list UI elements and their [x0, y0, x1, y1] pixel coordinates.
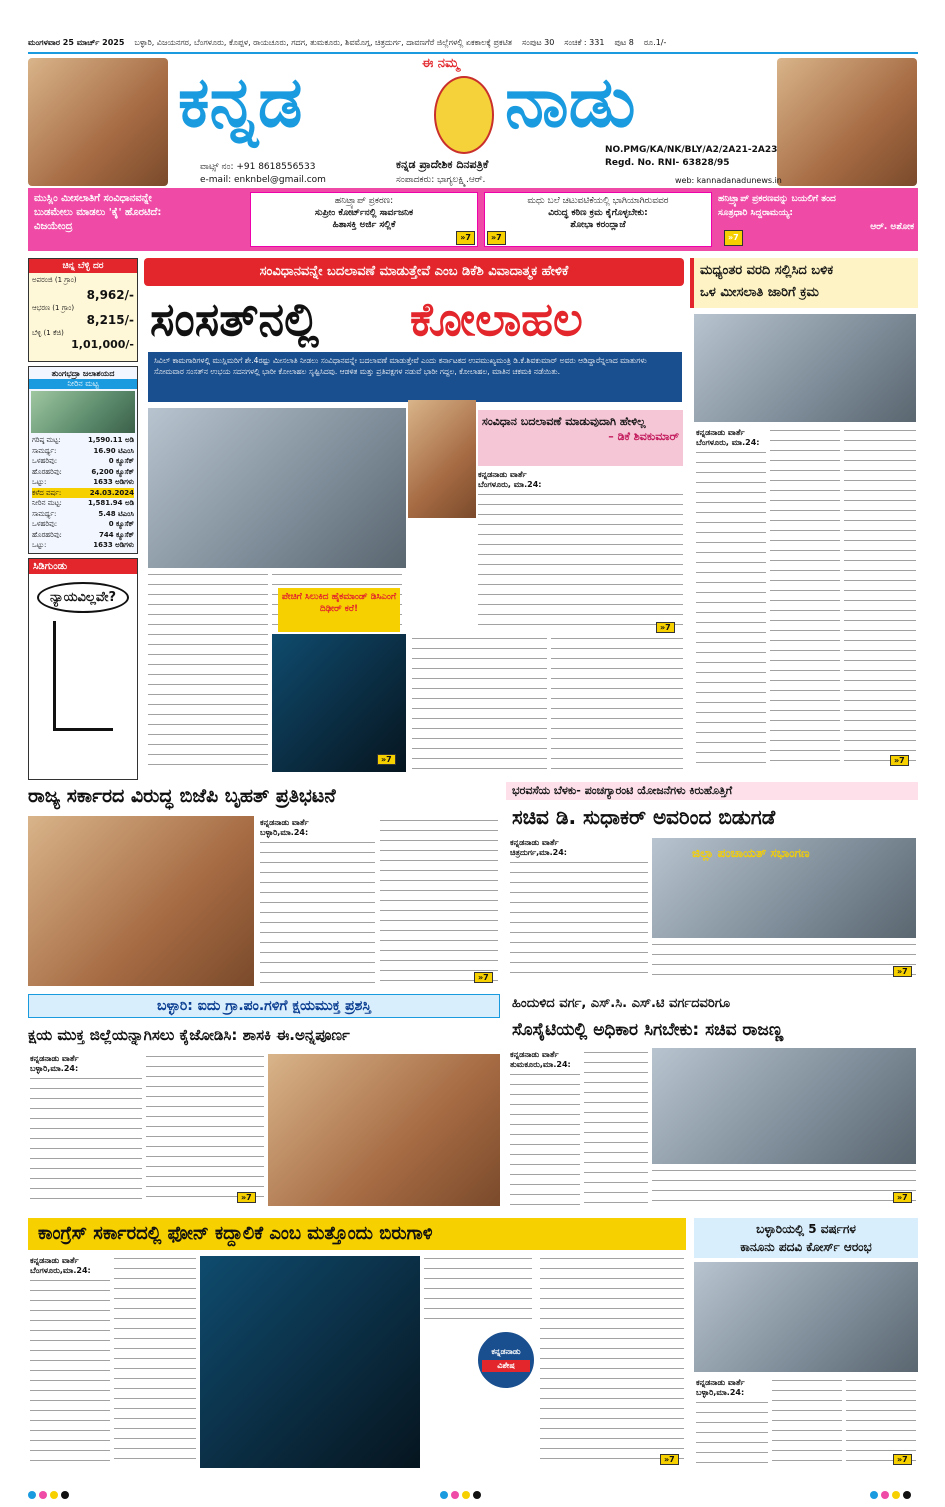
gold-rates-box [28, 258, 138, 362]
phone-more[interactable]: »7 [660, 1454, 679, 1465]
lead-quote-by: – ಡಿಕೆ ಶಿವಕುಮಾರ್ [608, 430, 679, 443]
cyan-dot [28, 1491, 36, 1499]
email[interactable]: e-mail: enknbel@gmail.com [200, 175, 326, 185]
dam-row [32, 509, 134, 520]
dam-row-key: ಸಾಮರ್ಥ್ಯ: [32, 446, 57, 455]
lead-dateline: ಕನ್ನಡನಾಡು ವಾರ್ತೆ [478, 470, 527, 479]
yellow-dot [462, 1491, 470, 1499]
rajanna-body-3 [652, 1168, 916, 1206]
ballari-headline: ಕ್ಷಯ ಮುಕ್ತ ಜಿಲ್ಲೆಯನ್ನಾಗಿಸಲು ಕೈಜೋಡಿಸಿ: ಶಾಸಕಿ ಈ.ಅನ್ನಪೂರ್ಣ [28, 1026, 350, 1044]
bjp-dateline: ಕನ್ನಡನಾಡು ವಾರ್ತೆ [260, 818, 309, 827]
lead-body-4 [412, 636, 547, 772]
masthead-title-left: ಕನ್ನಡ [178, 61, 303, 143]
phone-photo [200, 1256, 420, 1468]
ballari-body-2 [146, 1054, 264, 1206]
law-more[interactable]: »7 [893, 1454, 912, 1465]
teaser-4-line2: ಸೂತ್ರಧಾರಿ ಸಿದ್ದರಾಮಯ್ಯ: [718, 208, 793, 218]
teaser-4-line1: ಹನಿಟ್ರ್ಯಾಪ್ ಪ್ರಕರಣವನ್ನು ಬಯಲಿಗೆ ತಂದ [718, 194, 836, 204]
special-badge-line2: ವಿಶೇಷ [482, 1360, 530, 1372]
teaser-3-more[interactable]: »7 [487, 231, 506, 245]
dam-row-value: 1,581.94 ಅಡಿ [87, 499, 134, 507]
dam-level-box [28, 366, 138, 554]
magenta-dot [39, 1491, 47, 1499]
ballari-kicker: ಬಳ್ಳಾರಿ: ಐದು ಗ್ರಾ.ಪಂ.ಗಳಿಗೆ ಕ್ಷಯಮುಕ್ತ ಪ್ರಶಸ್ತಿ [28, 994, 500, 1018]
gold-rates-title: ಚಿನ್ನ ಬೆಳ್ಳಿ ದರ [29, 259, 137, 273]
dam-row-value: 1633 ಅಡಿಗಳು [93, 478, 134, 486]
lead-quote-box [478, 410, 683, 466]
dam-title: ತುಂಗಭದ್ರಾ ಜಲಾಶಯದ [51, 369, 115, 378]
top-strip [28, 38, 918, 50]
rajanna-photo [652, 1048, 916, 1164]
bjp-more[interactable]: »7 [474, 972, 493, 983]
magenta-dot [881, 1491, 889, 1499]
magenta-dot [451, 1491, 459, 1499]
dam-row-key: ಒಟ್ಟು: [32, 478, 47, 486]
sudhakar-body-2 [652, 942, 916, 982]
lead-sidebar-more[interactable]: »7 [377, 754, 396, 765]
lead-headline-b: ಕೋಲಾಹಲ [410, 292, 583, 346]
masthead-title-right: ನಾಡು [505, 61, 636, 143]
law-headline-1: ಬಳ್ಳಾರಿಯಲ್ಲಿ 5 ವರ್ಷಗಳ [756, 1222, 856, 1236]
right-place: ಬೆಂಗಳೂರು, ಮಾ.24: [696, 438, 760, 447]
teaser-2-line3: ಹಿತಾಸಕ್ತಿ ಅರ್ಜಿ ಸಲ್ಲಿಕೆ [332, 220, 396, 230]
masthead-tagline: ಈ ನಮ್ಮ [422, 56, 460, 71]
lead-sidebar-title: ಪೇಚಿಗೆ ಸಿಲುಕಿದ ಹೈಕಮಾಂಡ್ ಡಿಸಿಎಂಗೆ ದಿಢೀರ್ ಕರೆ! [278, 588, 400, 632]
dam-row-value: 0 ಕ್ಯೂಸೆಕ್ [108, 457, 134, 465]
volume: ಸಂಪುಟ 30 [522, 38, 555, 47]
ballari-body-1 [30, 1076, 142, 1206]
cyan-dot [870, 1491, 878, 1499]
right-body-2 [770, 428, 840, 770]
portrait-right [777, 58, 917, 186]
dam-row-key: ಹೊರಹರಿವು: [32, 467, 62, 476]
right-dateline: ಕನ್ನಡನಾಡು ವಾರ್ತೆ [696, 428, 745, 437]
teaser-4[interactable] [718, 192, 914, 247]
masthead-editor: ಸಂಪಾದಕರು: ಭಾಗ್ಯಲಕ್ಷ್ಮಿ.ಆರ್. [396, 175, 486, 185]
gold2-value: 8,215/- [86, 313, 134, 327]
print-registration-right [870, 1484, 914, 1503]
phone-body-2 [114, 1256, 196, 1468]
dam-row-key: ಒಟ್ಟು: [32, 541, 47, 549]
law-headline-2: ಕಾನೂನು ಪದವಿ ಕೋರ್ಸ್ ಆರಂಭ [740, 1240, 872, 1254]
bjp-place: ಬಳ್ಳಾರಿ,ಮಾ.24: [260, 828, 309, 837]
teaser-4-line3: ಆರ್. ಅಶೋಕ [870, 222, 914, 232]
dam-row-value: 744 ಕ್ಯೂಸೆಕ್ [98, 530, 134, 539]
phone-place: ಬೆಂಗಳೂರು,ಮಾ.24: [30, 1266, 91, 1275]
lead-more[interactable]: »7 [656, 622, 675, 633]
masthead-subtitle: ಕನ್ನಡ ಪ್ರಾದೇಶಿಕ ದಿನಪತ್ರಿಕೆ [396, 158, 489, 171]
teaser-1-line2: ಬುಡಮೇಲು ಮಾಡಲು 'ಕೈ' ಹೊರಟಿದೆ: [34, 207, 162, 218]
yellow-dot [50, 1491, 58, 1499]
sudhakar-headline: ಸಚಿವ ಡಿ. ಸುಧಾಕರ್ ಅವರಿಂದ ಬಿಡುಗಡೆ [512, 805, 776, 829]
rajanna-body-1 [510, 1072, 580, 1206]
right-headline-2: ಒಳ ಮೀಸಲಾತಿ ಜಾರಿಗೆ ಕ್ರಮ [700, 285, 819, 300]
sudhakar-kicker: ಭರವಸೆಯ ಬೆಳಕು- ಪಂಚಗ್ಯಾರಂಟಿ ಯೋಜನೆಗಳು ಕಿರುಹೊತ್ತಿಗೆ [506, 782, 918, 800]
teaser-2-line2: ಸುಪ್ರೀಂ ಕೋರ್ಟ್‌ನಲ್ಲಿ ಸಾರ್ವಜನಿಕ [314, 208, 414, 218]
rajanna-more[interactable]: »7 [893, 1192, 912, 1203]
print-registration-center [440, 1484, 484, 1503]
law-body-2 [772, 1378, 842, 1468]
dam-row [32, 530, 134, 541]
dam-row-value: 24.03.2024 [89, 488, 134, 497]
lead-place: ಬೆಂಗಳೂರು, ಮಾ.24: [478, 480, 542, 489]
right-more[interactable]: »7 [890, 755, 909, 766]
teaser-4-more[interactable]: »7 [724, 230, 743, 246]
ballari-more[interactable]: »7 [237, 1192, 256, 1203]
special-badge-line1: ಕನ್ನಡನಾಡು [491, 1347, 521, 1356]
yellow-dot [892, 1491, 900, 1499]
districts-line: ಬಳ್ಳಾರಿ, ವಿಜಯನಗರ, ಬೆಂಗಳೂರು, ಕೊಪ್ಪಳ, ರಾಯಚೂರು, ಗದಗ, ತುಮಕೂರು, ಶಿವಮೊಗ್ಗ, ಚಿತ್ರದುರ್ಗ, ದಾವಣಗೆರೆ ಜಿಲ್ಲೆಗಳಲ್ಲಿ ಏಕಕಾಲಕ್ಕೆ ಪ್ರಕಟಿತ [134, 38, 513, 47]
dam-row [32, 477, 134, 488]
registration-rni: Regd. No. RNI- 63828/95 [605, 158, 730, 168]
black-dot [473, 1491, 481, 1499]
rajanna-body-2 [584, 1050, 648, 1206]
lead-body-1 [478, 492, 683, 632]
sudhakar-banner: ಜಿಲ್ಲಾ ಪಂಚಾಯತ್ ಸಭಾಂಗಣ [692, 846, 810, 860]
teaser-3-line2: ವಿರುದ್ಧ ಕಠಿಣ ಕ್ರಮ ಕೈಗೊಳ್ಳಬೇಕು: [548, 208, 648, 218]
emblem-logo [434, 76, 494, 154]
registration-postal: NO.PMG/KA/NK/BLY/A2/2A21-2A23 [605, 145, 778, 155]
dam-row-value: 6,200 ಕ್ಯೂಸೆಕ್ [91, 467, 134, 476]
top-rule [28, 52, 918, 54]
bjp-body-2 [380, 818, 498, 986]
dam-row-key: ಹೊರಹರಿವು: [32, 530, 62, 539]
black-dot [61, 1491, 69, 1499]
black-dot [903, 1491, 911, 1499]
dam-row-key: ಗರಿಷ್ಠ ಮಟ್ಟ: [32, 436, 61, 444]
dam-row [32, 435, 134, 446]
lead-body-2 [148, 572, 268, 772]
silver-label: ಬೆಳ್ಳಿ (1 ಕೆಜಿ) [32, 329, 64, 337]
dam-row-key: ಸಾಮರ್ಥ್ಯ: [32, 509, 57, 518]
dam-row-value: 5.48 ಟಿಎಂಸಿ [98, 509, 134, 518]
silver-value: 1,01,000/- [71, 338, 134, 351]
dam-photo [31, 391, 135, 433]
right-body-1 [696, 450, 766, 770]
dam-row-value: 1,590.11 ಅಡಿ [87, 436, 134, 444]
dam-row [32, 456, 134, 467]
teaser-1-line3: ವಿಜಯೇಂದ್ರ [34, 221, 73, 232]
price: ರೂ.1/- [643, 38, 667, 47]
lead-quote: ಸಂವಿಧಾನ ಬದಲಾವಣೆ ಮಾಡುವುದಾಗಿ ಹೇಳಿಲ್ಲ [482, 415, 646, 428]
dam-row-value: 16.90 ಟಿಎಂಸಿ [93, 446, 134, 455]
ballari-dateline: ಕನ್ನಡನಾಡು ವಾರ್ತೆ [30, 1054, 79, 1063]
teaser-3[interactable] [484, 192, 712, 247]
phone-body-1 [30, 1278, 110, 1468]
right-body-3 [844, 428, 916, 770]
gold1-value: 8,962/- [86, 288, 134, 302]
lead-body-5 [551, 636, 683, 772]
dam-row-value: 1633 ಅಡಿಗಳು [93, 541, 134, 549]
right-headline-1: ಮಧ್ಯಂತರ ವರದಿ ಸಲ್ಲಿಸಿದ ಬಳಿಕ [700, 263, 834, 278]
cartoon-title: ಸಿಡಿಗುಂಡು [29, 559, 137, 574]
dam-row-key: ಒಳಹರಿವು: [32, 457, 58, 465]
gold1-label: ಅಪರಂಜಿ (1 ಗ್ರಾಂ) [32, 276, 77, 284]
parliament-photo [148, 408, 406, 568]
cartoon-drawing [53, 621, 113, 731]
rajanna-kicker: ಹಿಂದುಳಿದ ವರ್ಗ, ಎಸ್.ಸಿ. ಎಸ್.ಟಿ ವರ್ಗದವರಿಗೂ [512, 996, 731, 1011]
dam-row-key: ನೀರಿನ ಮಟ್ಟ: [32, 499, 62, 507]
lead-kicker: ಸಂವಿಧಾನವನ್ನೇ ಬದಲಾವಣೆ ಮಾಡುತ್ತೇವೆ ಎಂಬ ಡಿಕೆಶಿ ವಿವಾದಾತ್ಮಕ ಹೇಳಿಕೆ [144, 258, 684, 286]
cartoon-box [28, 558, 138, 780]
dam-row [32, 519, 134, 530]
dam-row-key: ಒಳಹರಿವು: [32, 520, 58, 528]
sudhakar-dateline: ಕನ್ನಡನಾಡು ವಾರ್ತೆ [510, 838, 559, 847]
sudhakar-photo [652, 838, 916, 938]
phone-headline: ಕಾಂಗ್ರೆಸ್ ಸರ್ಕಾರದಲ್ಲಿ ಫೋನ್ ಕದ್ದಾಲಿಕೆ ಎಂಬ ಮತ್ತೊಂದು ಬಿರುಗಾಳಿ [28, 1218, 686, 1250]
print-registration-left [28, 1484, 72, 1503]
law-photo [694, 1262, 918, 1372]
rajanna-dateline: ಕನ್ನಡನಾಡು ವಾರ್ತೆ [510, 1050, 559, 1059]
phone-body-4 [424, 1256, 532, 1326]
special-badge [476, 1330, 536, 1390]
cyan-dot [440, 1491, 448, 1499]
lead-headline-a: ಸಂಸತ್‌ನಲ್ಲಿ [150, 292, 319, 346]
teaser-1-line1: ಮುಸ್ಲಿಂ ಮೀಸಲಾತಿಗೆ ಸಂವಿಧಾನವನ್ನೇ [34, 193, 152, 204]
dam-row [32, 467, 134, 478]
lead-sidebar-box [272, 634, 406, 772]
teaser-2-more[interactable]: »7 [456, 231, 475, 245]
protest-photo [28, 816, 254, 986]
sudhakar-place: ಚಿತ್ರದುರ್ಗ,ಮಾ.24: [510, 848, 567, 857]
sudhakar-more[interactable]: »7 [893, 966, 912, 977]
rajanna-place: ತುಮಕೂರು,ಮಾ.24: [510, 1060, 571, 1069]
dam-row-key: ಕಳೆದ ವರ್ಷ: [32, 488, 62, 497]
right-headline-box [690, 258, 918, 308]
issue-date: ಮಂಗಳವಾರ 25 ಮಾರ್ಚ್ 2025 [28, 38, 125, 47]
dam-row [32, 488, 134, 499]
law-dateline: ಕನ್ನಡನಾಡು ವಾರ್ತೆ [696, 1378, 745, 1387]
teaser-3-line1: ಮಧು ಬಲೆ ಚಟುವಟಿಕೆಯಲ್ಲಿ ಭಾಗಿಯಾಗಿರುವವರ [527, 196, 669, 206]
issue-number: ಸಂಚಿಕೆ : 331 [564, 38, 605, 47]
dam-rows [29, 435, 137, 551]
portrait-left [28, 58, 168, 186]
teaser-2[interactable] [250, 192, 478, 247]
dam-row [32, 446, 134, 457]
law-headline-box [694, 1218, 918, 1258]
dam-row-value: 0 ಕ್ಯೂಸೆಕ್ [108, 520, 134, 528]
rajanna-headline: ಸೊಸೈಟಿಯಲ್ಲಿ ಅಧಿಕಾರ ಸಿಗಬೇಕು: ಸಚಿವ ರಾಜಣ್ಣ [512, 1020, 784, 1040]
bjp-body-1 [260, 840, 375, 986]
sudhakar-body-1 [510, 860, 648, 982]
teaser-2-line1: ಹನಿಟ್ರ್ಯಾಪ್ ಪ್ರಕರಣ: [334, 196, 394, 206]
dks-photo [408, 400, 476, 518]
website[interactable]: web: kannadanadunews.in [675, 176, 782, 185]
gold2-label: ಆಭರಣ (1 ಗ್ರಾಂ) [32, 304, 75, 312]
cartoon-caption: ನ್ಯಾಯವಿಲ್ಲವೇ? [37, 582, 129, 613]
meeting-photo [694, 314, 916, 422]
dam-subtitle: ನೀರಿನ ಮಟ್ಟ [29, 379, 137, 389]
phone-body-3 [540, 1256, 684, 1468]
teaser-1[interactable] [34, 192, 244, 247]
page-count: ಪುಟ 8 [614, 38, 634, 47]
phone-dateline: ಕನ್ನಡನಾಡು ವಾರ್ತೆ [30, 1256, 79, 1265]
law-body-1 [696, 1400, 768, 1468]
teaser-3-line3: ಶೋಭಾ ಕರಂದ್ಲಾಜೆ [570, 220, 626, 230]
whatsapp-number: ವಾಟ್ಸ್ ನಂ: +91 8618556533 [200, 162, 316, 172]
lead-summary: ಸಿವಿಲ್ ಕಾಮಗಾರಿಗಳಲ್ಲಿ ಮುಸ್ಲಿಮರಿಗೆ ಶೇ.4ರಷ್ಟು ಮೀಸಲಾತಿ ನೀಡಲು ಸಂವಿಧಾನವನ್ನೇ ಬದಲಾವಣೆ ಮಾಡುತ್ತೇವೆ ಎಂದು ಕರ್ನಾಟಕದ ಉಪಮುಖ್ಯಮಂತ್ರಿ ಡಿ.ಕೆ.ಶಿವಕುಮಾರ್ ಅವರು ಆಡಿದ್ದಾರೆನ್ನಲಾದ ಮಾತುಗಳು ಸೋಮವಾರ ಸಂಸತ್‌ನ ಉಭಯ ಸದನಗಳಲ್ಲಿ ಭಾರೀ ಕೋಲಾಹಲ ಸೃಷ್ಟಿಸಿದವು. ಆಡಳಿತ ಮತ್ತು ಪ್ರತಿಪಕ್ಷಗಳ ನಡುವೆ ಭಾರೀ ಗದ್ದಲ, ಕೋಲಾಹಲ, ಮಾತಿನ ಚಕಮಕಿ ನಡೆಯಿತು. [148, 352, 682, 402]
ballari-place: ಬಳ್ಳಾರಿ,ಮಾ.24: [30, 1064, 79, 1073]
dam-row [32, 540, 134, 551]
law-place: ಬಳ್ಳಾರಿ,ಮಾ.24: [696, 1388, 745, 1397]
ballari-photo [268, 1054, 500, 1206]
dam-row [32, 498, 134, 509]
bjp-headline: ರಾಜ್ಯ ಸರ್ಕಾರದ ವಿರುದ್ಧ ಬಿಜೆಪಿ ಬೃಹತ್ ಪ್ರತಿಭಟನೆ [28, 785, 336, 807]
